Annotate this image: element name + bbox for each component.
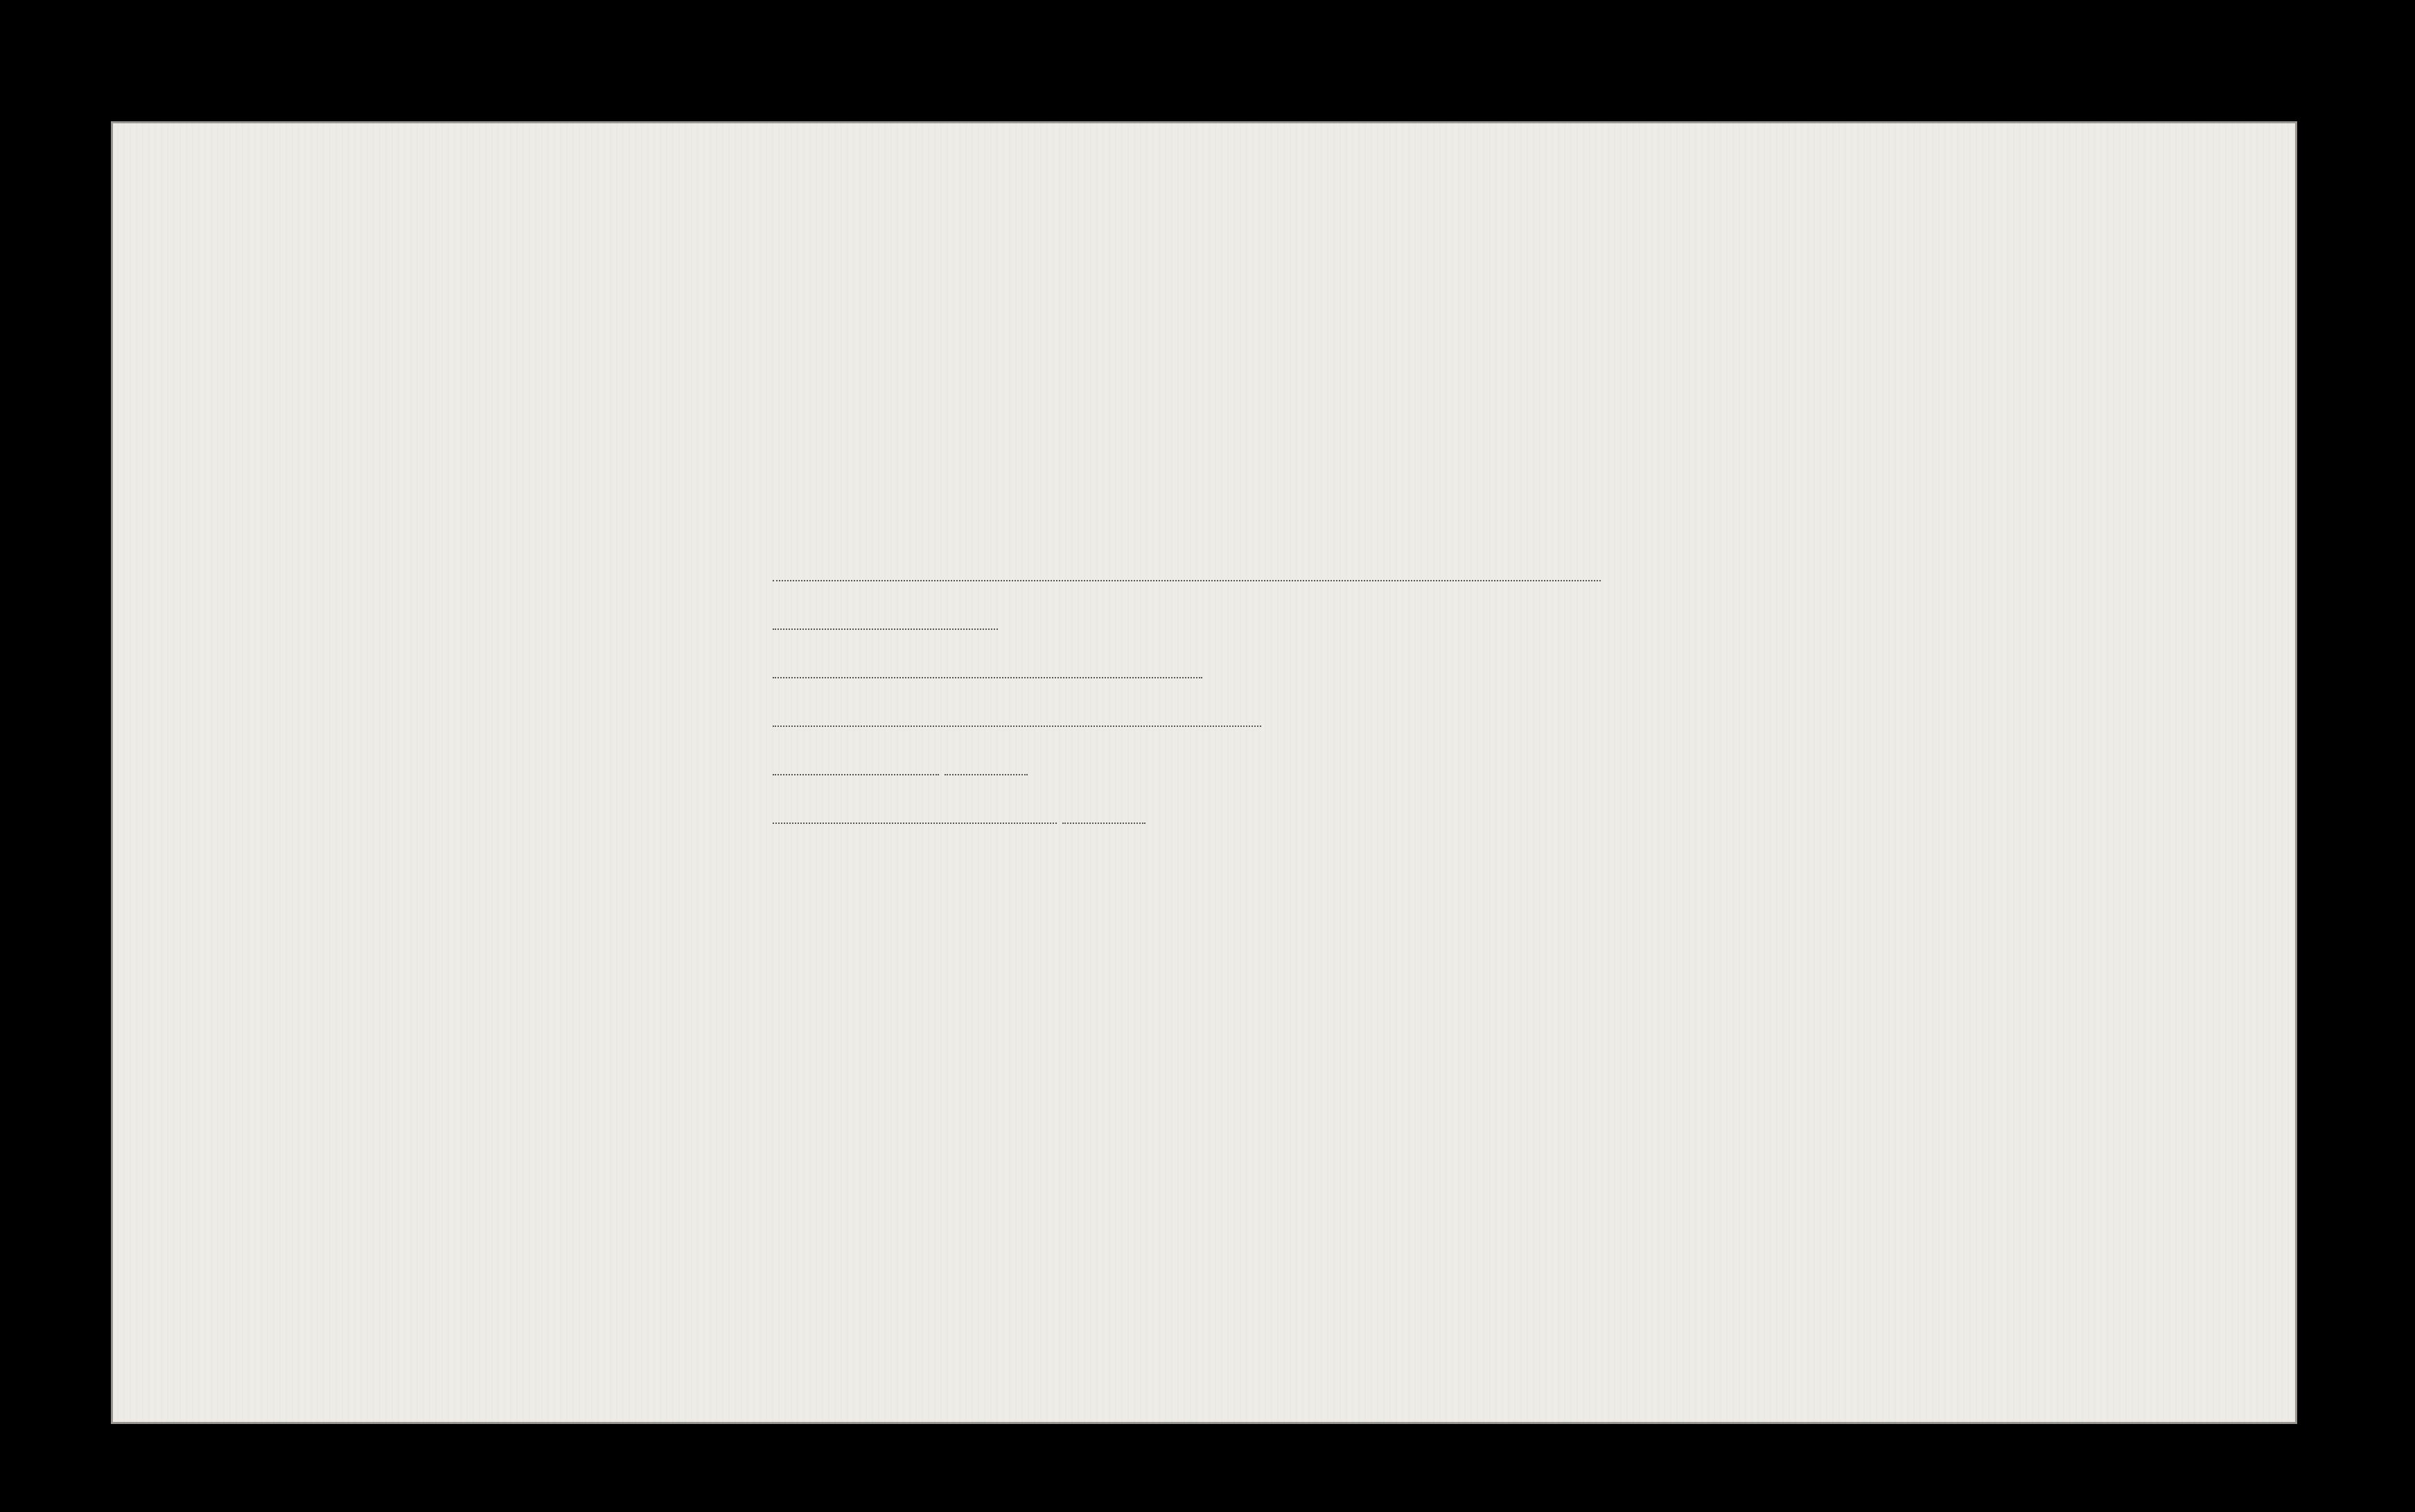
answer-market-field[interactable] [773,823,1057,824]
answer-village-distance-field[interactable] [945,774,1028,775]
question-land-type [773,660,1202,683]
question-market [773,806,1145,829]
census-card [111,121,2297,1424]
answer-market-distance-field[interactable] [1062,823,1145,824]
answer-other-land-field[interactable] [773,628,998,630]
question-owner-line2 [773,563,1601,586]
answer-land-type-field[interactable] [773,677,1202,678]
answer-owner-field[interactable] [773,580,1601,581]
question-village [773,757,1028,780]
question-other-land [773,612,998,635]
question-farming [773,709,1261,732]
answer-farming-field[interactable] [773,726,1261,727]
private-farm-box [745,446,1920,1031]
answer-village-field[interactable] [773,774,939,775]
